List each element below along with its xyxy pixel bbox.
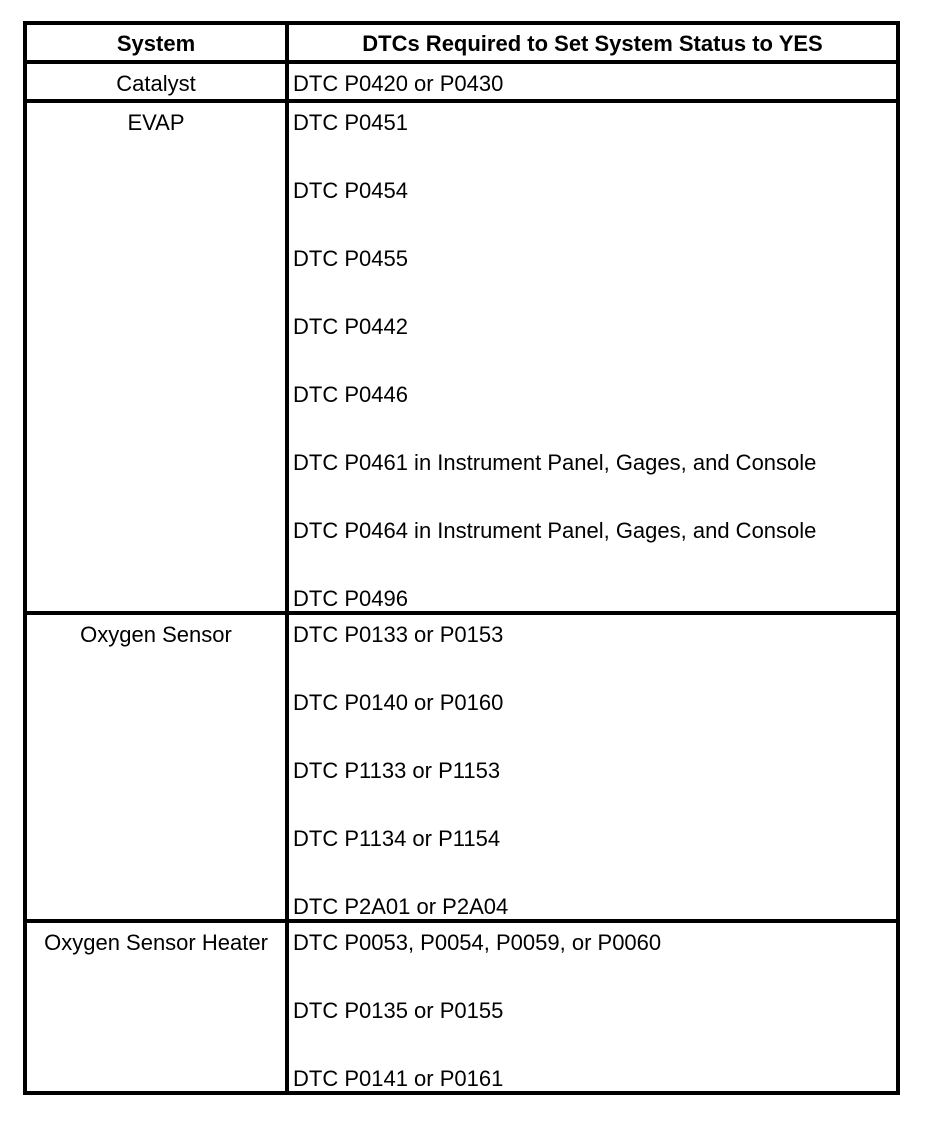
header-dtcs: DTCs Required to Set System Status to YES — [287, 23, 898, 62]
table-row-evap — [25, 101, 898, 613]
dtc-line: DTC P0135 or P0155 — [293, 998, 504, 1023]
system-cell: Oxygen Sensor Heater — [25, 921, 287, 1093]
dtc-line: DTC P0461 in Instrument Panel, Gages, and Console — [293, 450, 817, 475]
dtc-line: DTC P0053, P0054, P0059, or P0060 — [293, 930, 662, 955]
dtc-line: DTC P0442 — [293, 314, 408, 339]
dtc-line: DTC P0420 or P0430 — [293, 71, 504, 96]
table-row-catalyst — [25, 62, 898, 101]
system-cell: EVAP — [25, 101, 287, 613]
dtc-cell — [287, 62, 898, 101]
table-row-oxygen-sensor — [25, 613, 898, 921]
dtc-line: DTC P0140 or P0160 — [293, 690, 504, 715]
header-system: System — [25, 23, 287, 62]
dtc-line: DTC P0446 — [293, 382, 408, 407]
dtc-system-status-table — [23, 21, 900, 1095]
dtc-line: DTC P0451 — [293, 110, 408, 135]
system-cell: Catalyst — [25, 62, 287, 101]
dtc-line: DTC P0454 — [293, 178, 408, 203]
dtc-line: DTC P0496 — [293, 586, 408, 611]
dtc-cell — [287, 921, 898, 1093]
dtc-cell — [287, 101, 898, 613]
dtc-line: DTC P0464 in Instrument Panel, Gages, and Console — [293, 518, 817, 543]
dtc-line: DTC P0133 or P0153 — [293, 622, 504, 647]
dtc-line: DTC P1134 or P1154 — [293, 826, 501, 851]
table-row-oxygen-sensor-heater — [25, 921, 898, 1093]
system-cell: Oxygen Sensor — [25, 613, 287, 921]
table-header-row — [25, 23, 898, 62]
dtc-line: DTC P0141 or P0161 — [293, 1066, 504, 1091]
dtc-cell — [287, 613, 898, 921]
dtc-line: DTC P1133 or P1153 — [293, 758, 501, 783]
dtc-line: DTC P0455 — [293, 246, 408, 271]
dtc-line: DTC P2A01 or P2A04 — [293, 894, 509, 919]
